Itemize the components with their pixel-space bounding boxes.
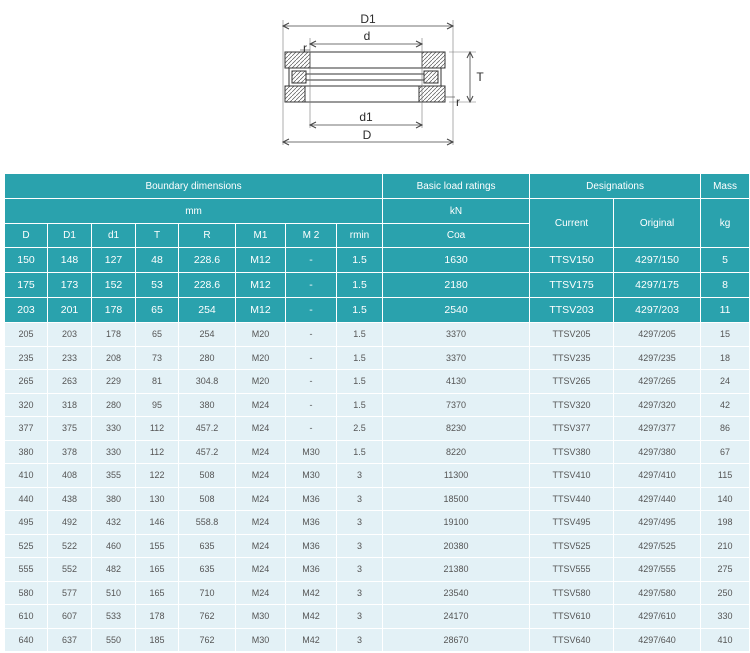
table-cell: 208: [92, 346, 136, 370]
label-r-top: r: [303, 41, 307, 55]
label-r-bottom: r: [456, 95, 460, 109]
bearing-diagram: [0, 0, 750, 160]
table-cell: 265: [5, 370, 48, 394]
table-cell: 127: [92, 248, 136, 273]
col-header: M 2: [286, 224, 337, 248]
table-cell: 408: [48, 464, 92, 488]
table-cell: 53: [136, 273, 179, 298]
table-cell: 2.5: [337, 417, 383, 441]
table-cell: -: [286, 248, 337, 273]
table-cell: TTSV380: [530, 440, 614, 464]
table-cell: 580: [5, 581, 48, 605]
table-cell: 3: [337, 581, 383, 605]
table-cell: 552: [48, 558, 92, 582]
table-cell: 23540: [383, 581, 530, 605]
mass-unit-header: kg: [701, 199, 750, 248]
table-cell: 42: [701, 393, 750, 417]
table-cell: 762: [179, 605, 236, 629]
table-cell: 457.2: [179, 417, 236, 441]
table-cell: 48: [136, 248, 179, 273]
table-cell: TTSV175: [530, 273, 614, 298]
table-cell: TTSV525: [530, 534, 614, 558]
table-cell: 4297/495: [614, 511, 701, 535]
table-cell: 4297/150: [614, 248, 701, 273]
table-row: [5, 628, 750, 652]
table-cell: 95: [136, 393, 179, 417]
table-cell: M24: [236, 534, 286, 558]
table-cell: 11: [701, 298, 750, 323]
table-cell: 1.5: [337, 393, 383, 417]
table-cell: 330: [701, 605, 750, 629]
table-cell: 148: [48, 248, 92, 273]
table-cell: -: [286, 417, 337, 441]
table-cell: 460: [92, 534, 136, 558]
table-cell: 508: [179, 487, 236, 511]
table-cell: M30: [286, 464, 337, 488]
table-cell: M42: [286, 628, 337, 652]
table-cell: 86: [701, 417, 750, 441]
table-cell: 4297/410: [614, 464, 701, 488]
table-cell: 112: [136, 417, 179, 441]
table-cell: TTSV495: [530, 511, 614, 535]
table-cell: 130: [136, 487, 179, 511]
col-header: rmin: [337, 224, 383, 248]
table-cell: 150: [5, 248, 48, 273]
table-cell: 20380: [383, 534, 530, 558]
table-cell: 432: [92, 511, 136, 535]
table-cell: 122: [136, 464, 179, 488]
table-row: [5, 417, 750, 441]
table-cell: 1.5: [337, 248, 383, 273]
table-cell: 67: [701, 440, 750, 464]
table-cell: 3370: [383, 323, 530, 347]
table-cell: 263: [48, 370, 92, 394]
original-header: Original: [614, 199, 701, 248]
table-cell: TTSV580: [530, 581, 614, 605]
table-cell: TTSV555: [530, 558, 614, 582]
table-cell: M36: [286, 558, 337, 582]
header-row-units: [5, 199, 750, 224]
table-cell: 635: [179, 558, 236, 582]
table-cell: 495: [5, 511, 48, 535]
table-cell: M24: [236, 464, 286, 488]
table-cell: 178: [136, 605, 179, 629]
table-cell: 558.8: [179, 511, 236, 535]
table-cell: 178: [92, 323, 136, 347]
table-cell: 4297/175: [614, 273, 701, 298]
table-cell: M30: [286, 440, 337, 464]
table-cell: 522: [48, 534, 92, 558]
table-cell: 438: [48, 487, 92, 511]
boundary-unit-header: mm: [5, 199, 383, 224]
table-cell: 4130: [383, 370, 530, 394]
label-D1: D1: [360, 12, 376, 26]
table-cell: 607: [48, 605, 92, 629]
bearing-spec-table: [4, 173, 750, 652]
table-cell: 3370: [383, 346, 530, 370]
header-row-groups: [5, 174, 750, 199]
table-cell: 173: [48, 273, 92, 298]
table-cell: 11300: [383, 464, 530, 488]
table-cell: 1.5: [337, 273, 383, 298]
table-cell: 112: [136, 440, 179, 464]
label-d1: d1: [359, 110, 373, 124]
table-cell: 762: [179, 628, 236, 652]
table-row: [5, 558, 750, 582]
table-cell: 380: [92, 487, 136, 511]
table-cell: 4297/525: [614, 534, 701, 558]
table-cell: 73: [136, 346, 179, 370]
table-cell: 4297/235: [614, 346, 701, 370]
table-cell: 577: [48, 581, 92, 605]
col-header: R: [179, 224, 236, 248]
table-cell: 155: [136, 534, 179, 558]
table-cell: M36: [286, 534, 337, 558]
table-cell: 4297/265: [614, 370, 701, 394]
table-cell: 380: [5, 440, 48, 464]
table-row: [5, 346, 750, 370]
table-cell: M24: [236, 393, 286, 417]
table-row: [5, 511, 750, 535]
table-cell: 355: [92, 464, 136, 488]
table-cell: M12: [236, 298, 286, 323]
table-cell: M24: [236, 581, 286, 605]
boundary-dimensions-header: Boundary dimensions: [5, 174, 383, 199]
table-row: [5, 487, 750, 511]
table-cell: M20: [236, 346, 286, 370]
table-cell: 2180: [383, 273, 530, 298]
table-cell: 21380: [383, 558, 530, 582]
table-cell: -: [286, 273, 337, 298]
table-row: [5, 370, 750, 394]
table-cell: 4297/555: [614, 558, 701, 582]
table-cell: 1.5: [337, 298, 383, 323]
table-cell: M36: [286, 511, 337, 535]
col-header: d1: [92, 224, 136, 248]
table-cell: 210: [701, 534, 750, 558]
table-cell: 228.6: [179, 273, 236, 298]
table-cell: 198: [701, 511, 750, 535]
table-cell: 637: [48, 628, 92, 652]
table-cell: 410: [701, 628, 750, 652]
table-cell: 377: [5, 417, 48, 441]
table-cell: 1.5: [337, 323, 383, 347]
table-cell: 185: [136, 628, 179, 652]
table-cell: M24: [236, 558, 286, 582]
table-cell: 482: [92, 558, 136, 582]
table-cell: 380: [179, 393, 236, 417]
table-cell: 4297/205: [614, 323, 701, 347]
table-cell: TTSV640: [530, 628, 614, 652]
table-cell: 3: [337, 534, 383, 558]
table-cell: 5: [701, 248, 750, 273]
table-cell: 15: [701, 323, 750, 347]
table-cell: 8230: [383, 417, 530, 441]
col-header: T: [136, 224, 179, 248]
table-cell: M42: [286, 581, 337, 605]
table-row: [5, 581, 750, 605]
table-cell: 440: [5, 487, 48, 511]
table-cell: TTSV320: [530, 393, 614, 417]
col-header: M1: [236, 224, 286, 248]
table-cell: 152: [92, 273, 136, 298]
table-cell: 508: [179, 464, 236, 488]
table-cell: -: [286, 393, 337, 417]
table-cell: 3: [337, 464, 383, 488]
mass-header: Mass: [701, 174, 750, 199]
table-cell: 178: [92, 298, 136, 323]
table-cell: M24: [236, 511, 286, 535]
table-cell: 254: [179, 298, 236, 323]
col-header: Coa: [383, 224, 530, 248]
table-cell: -: [286, 370, 337, 394]
table-cell: 115: [701, 464, 750, 488]
table-cell: 140: [701, 487, 750, 511]
table-cell: 280: [179, 346, 236, 370]
table-cell: 229: [92, 370, 136, 394]
table-cell: 304.8: [179, 370, 236, 394]
table-cell: M30: [236, 605, 286, 629]
table-cell: TTSV203: [530, 298, 614, 323]
table-cell: TTSV235: [530, 346, 614, 370]
table-cell: M20: [236, 323, 286, 347]
table-cell: 710: [179, 581, 236, 605]
label-T: T: [476, 70, 484, 84]
table-row: [5, 464, 750, 488]
table-cell: 410: [5, 464, 48, 488]
table-cell: 378: [48, 440, 92, 464]
table-cell: M12: [236, 273, 286, 298]
table-cell: TTSV610: [530, 605, 614, 629]
table-cell: TTSV377: [530, 417, 614, 441]
table-row: [5, 298, 750, 323]
table-row: [5, 248, 750, 273]
load-ratings-header: Basic load ratings: [383, 174, 530, 199]
table-cell: 235: [5, 346, 48, 370]
table-cell: 280: [92, 393, 136, 417]
table-cell: 65: [136, 298, 179, 323]
designations-header: Designations: [530, 174, 701, 199]
table-cell: 3: [337, 558, 383, 582]
table-cell: 65: [136, 323, 179, 347]
table-cell: 18500: [383, 487, 530, 511]
table-cell: 203: [48, 323, 92, 347]
table-cell: 165: [136, 581, 179, 605]
table-cell: -: [286, 298, 337, 323]
table-cell: 550: [92, 628, 136, 652]
table-cell: -: [286, 323, 337, 347]
table-cell: 1.5: [337, 370, 383, 394]
table-row: [5, 440, 750, 464]
table-cell: 1630: [383, 248, 530, 273]
table-cell: 640: [5, 628, 48, 652]
table-cell: 320: [5, 393, 48, 417]
table-cell: 233: [48, 346, 92, 370]
table-cell: TTSV440: [530, 487, 614, 511]
table-cell: 275: [701, 558, 750, 582]
table-cell: 3: [337, 511, 383, 535]
table-cell: 555: [5, 558, 48, 582]
table-cell: 610: [5, 605, 48, 629]
table-row: [5, 605, 750, 629]
table-cell: 330: [92, 417, 136, 441]
table-cell: 18: [701, 346, 750, 370]
table-cell: TTSV410: [530, 464, 614, 488]
label-D: D: [362, 128, 372, 142]
table-cell: 4297/440: [614, 487, 701, 511]
table-cell: M24: [236, 417, 286, 441]
table-cell: TTSV205: [530, 323, 614, 347]
label-d: d: [363, 29, 371, 43]
table-cell: 250: [701, 581, 750, 605]
table-cell: 228.6: [179, 248, 236, 273]
table-cell: 375: [48, 417, 92, 441]
table-cell: 318: [48, 393, 92, 417]
table-cell: 205: [5, 323, 48, 347]
table-cell: 146: [136, 511, 179, 535]
table-cell: 2540: [383, 298, 530, 323]
table-cell: 330: [92, 440, 136, 464]
table-cell: M24: [236, 487, 286, 511]
table-cell: 8220: [383, 440, 530, 464]
load-unit-header: kN: [383, 199, 530, 224]
table-cell: 201: [48, 298, 92, 323]
table-row: [5, 273, 750, 298]
current-header: Current: [530, 199, 614, 248]
table-cell: M42: [286, 605, 337, 629]
roller-cage: [289, 68, 441, 86]
table-cell: 510: [92, 581, 136, 605]
table-cell: 1.5: [337, 440, 383, 464]
col-header: D: [5, 224, 48, 248]
table-cell: 7370: [383, 393, 530, 417]
table-cell: M20: [236, 370, 286, 394]
table-cell: 24: [701, 370, 750, 394]
table-cell: 533: [92, 605, 136, 629]
table-cell: 4297/580: [614, 581, 701, 605]
table-cell: 457.2: [179, 440, 236, 464]
table-cell: 3: [337, 605, 383, 629]
table-cell: 19100: [383, 511, 530, 535]
table-cell: 24170: [383, 605, 530, 629]
table-cell: -: [286, 346, 337, 370]
table-row: [5, 393, 750, 417]
table-cell: 3: [337, 628, 383, 652]
col-header: D1: [48, 224, 92, 248]
table-cell: TTSV265: [530, 370, 614, 394]
table-cell: 1.5: [337, 346, 383, 370]
table-cell: 254: [179, 323, 236, 347]
table-cell: 635: [179, 534, 236, 558]
table-cell: M12: [236, 248, 286, 273]
table-cell: 4297/640: [614, 628, 701, 652]
table-cell: M24: [236, 440, 286, 464]
table-cell: 81: [136, 370, 179, 394]
table-cell: 4297/377: [614, 417, 701, 441]
table-cell: 4297/610: [614, 605, 701, 629]
table-cell: 175: [5, 273, 48, 298]
table-cell: 203: [5, 298, 48, 323]
table-cell: TTSV150: [530, 248, 614, 273]
table-cell: 3: [337, 487, 383, 511]
table-cell: 4297/380: [614, 440, 701, 464]
table-cell: 8: [701, 273, 750, 298]
table-cell: 28670: [383, 628, 530, 652]
table-cell: 4297/320: [614, 393, 701, 417]
table-cell: 492: [48, 511, 92, 535]
table-row: [5, 323, 750, 347]
table-row: [5, 534, 750, 558]
table-cell: 4297/203: [614, 298, 701, 323]
table-cell: 165: [136, 558, 179, 582]
table-cell: 525: [5, 534, 48, 558]
table-cell: M36: [286, 487, 337, 511]
table-cell: M30: [236, 628, 286, 652]
